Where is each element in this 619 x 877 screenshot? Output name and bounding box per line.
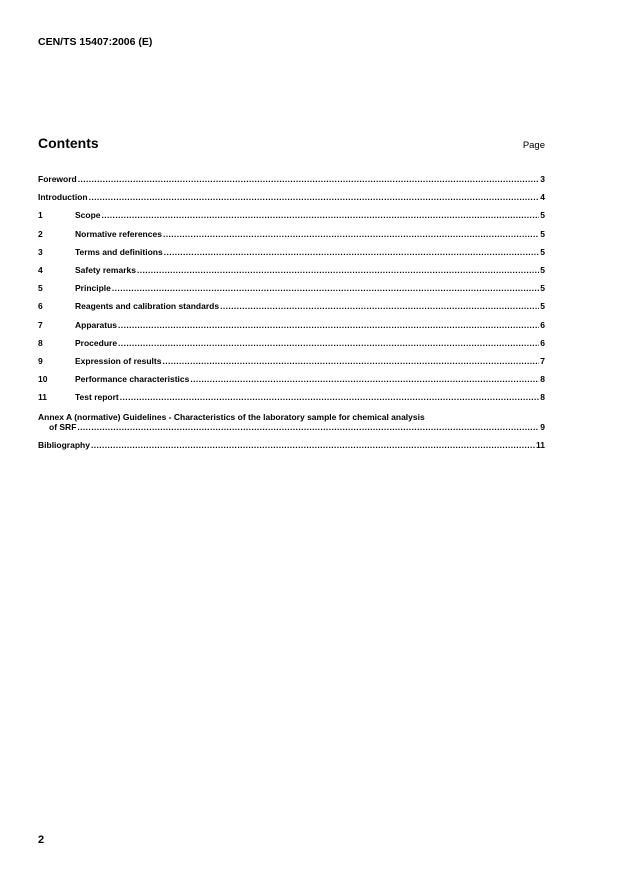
toc-entry-page: 5 — [540, 228, 545, 239]
toc-entry-number: 11 — [38, 392, 47, 403]
toc-leader-dots — [164, 247, 540, 258]
toc-entry-page: 7 — [540, 355, 545, 366]
toc-entry-page: 3 — [540, 174, 545, 184]
toc-entry-page: 5 — [540, 210, 545, 221]
toc-entry-number: 10 — [38, 374, 48, 385]
toc-entry-foreword[interactable] — [38, 174, 545, 192]
toc-entry-number: 6 — [38, 301, 43, 312]
toc-entry-page: 6 — [540, 337, 545, 348]
toc-entry-page: 5 — [540, 264, 545, 275]
toc-leader-dots — [91, 440, 535, 451]
toc-entry-title: Normative references — [75, 228, 162, 239]
toc-entry-terms-and-definitions[interactable] — [38, 247, 545, 265]
toc-entry-expression-of-results[interactable] — [38, 356, 545, 374]
toc-entry-title: Terms and definitions — [75, 246, 163, 257]
toc-leader-dots — [162, 356, 539, 367]
toc-leader-dots — [112, 283, 539, 294]
toc-entry-page: 8 — [540, 392, 545, 403]
toc-entry-safety-remarks[interactable] — [38, 265, 545, 283]
toc-entry-reagents[interactable] — [38, 301, 545, 319]
toc-entry-number: 5 — [38, 283, 43, 294]
toc-entry-title: Introduction — [38, 192, 88, 203]
toc-entry-title: Bibliography — [38, 440, 90, 451]
toc-entry-title: Apparatus — [75, 319, 118, 330]
toc-entry-number: 4 — [38, 264, 43, 275]
toc-entry-number: 2 — [38, 228, 43, 239]
document-id-header: CEN/TS 15407:2006 (E) — [38, 36, 153, 48]
toc-leader-dots — [137, 265, 539, 276]
toc-entry-test-report[interactable] — [38, 392, 545, 410]
toc-entry-number: 7 — [38, 319, 43, 330]
toc-entry-title: Procedure — [75, 337, 118, 348]
toc-entry-bibliography[interactable] — [38, 440, 545, 458]
toc-entry-page: 5 — [540, 301, 545, 312]
toc-leader-dots — [77, 422, 539, 432]
toc-entry-page: 8 — [540, 374, 545, 385]
toc-entry-page: 9 — [540, 422, 545, 433]
toc-entry-procedure[interactable] — [38, 338, 545, 356]
toc-entry-number: 3 — [38, 246, 43, 257]
annex-title-line-2 — [38, 422, 545, 432]
toc-entry-title: Safety remarks — [75, 264, 136, 275]
toc-leader-dots — [78, 174, 540, 185]
toc-entry-page: 6 — [540, 319, 545, 330]
toc-entry-number: 8 — [38, 337, 43, 348]
toc-leader-dots — [118, 320, 539, 331]
toc-entry-performance-characteristics[interactable] — [38, 374, 545, 392]
toc-entry-number: 1 — [38, 210, 43, 221]
toc-entry-page: 11 — [536, 440, 545, 451]
toc-entry-title: Foreword — [38, 174, 77, 184]
table-of-contents — [38, 174, 545, 459]
toc-entry-title: Reagents and calibration standards — [75, 301, 220, 312]
toc-entry-page: 5 — [540, 283, 545, 294]
toc-leader-dots — [118, 338, 539, 349]
page-number: 2 — [38, 834, 45, 846]
toc-entry-title: Principle — [75, 283, 111, 294]
annex-title-continuation: of SRF — [49, 422, 77, 433]
toc-leader-dots — [190, 374, 539, 385]
toc-entry-introduction[interactable] — [38, 192, 545, 210]
toc-leader-dots — [163, 229, 539, 240]
toc-leader-dots — [120, 392, 539, 403]
toc-entry-annex-a[interactable] — [38, 412, 545, 432]
page-column-label: Page — [522, 140, 545, 151]
contents-heading: Contents — [38, 135, 99, 151]
toc-entry-page: 5 — [540, 246, 545, 257]
toc-leader-dots — [102, 210, 540, 221]
toc-entry-scope[interactable] — [38, 210, 545, 228]
toc-entry-title: Expression of results — [75, 355, 162, 366]
toc-entry-principle[interactable] — [38, 283, 545, 301]
toc-entry-number: 9 — [38, 355, 43, 366]
toc-entry-normative-references[interactable] — [38, 229, 545, 247]
toc-entry-page: 4 — [540, 192, 545, 203]
toc-entry-title: Scope — [75, 210, 101, 221]
toc-entry-apparatus[interactable] — [38, 320, 545, 338]
annex-title-line-1: Annex A (normative) Guidelines - Characteristics of the laboratory sample for chemical analysis — [38, 412, 425, 423]
toc-entry-title: Performance characteristics — [75, 374, 190, 385]
toc-leader-dots — [89, 192, 540, 203]
toc-leader-dots — [220, 301, 539, 312]
toc-entry-title: Test report — [75, 392, 119, 403]
